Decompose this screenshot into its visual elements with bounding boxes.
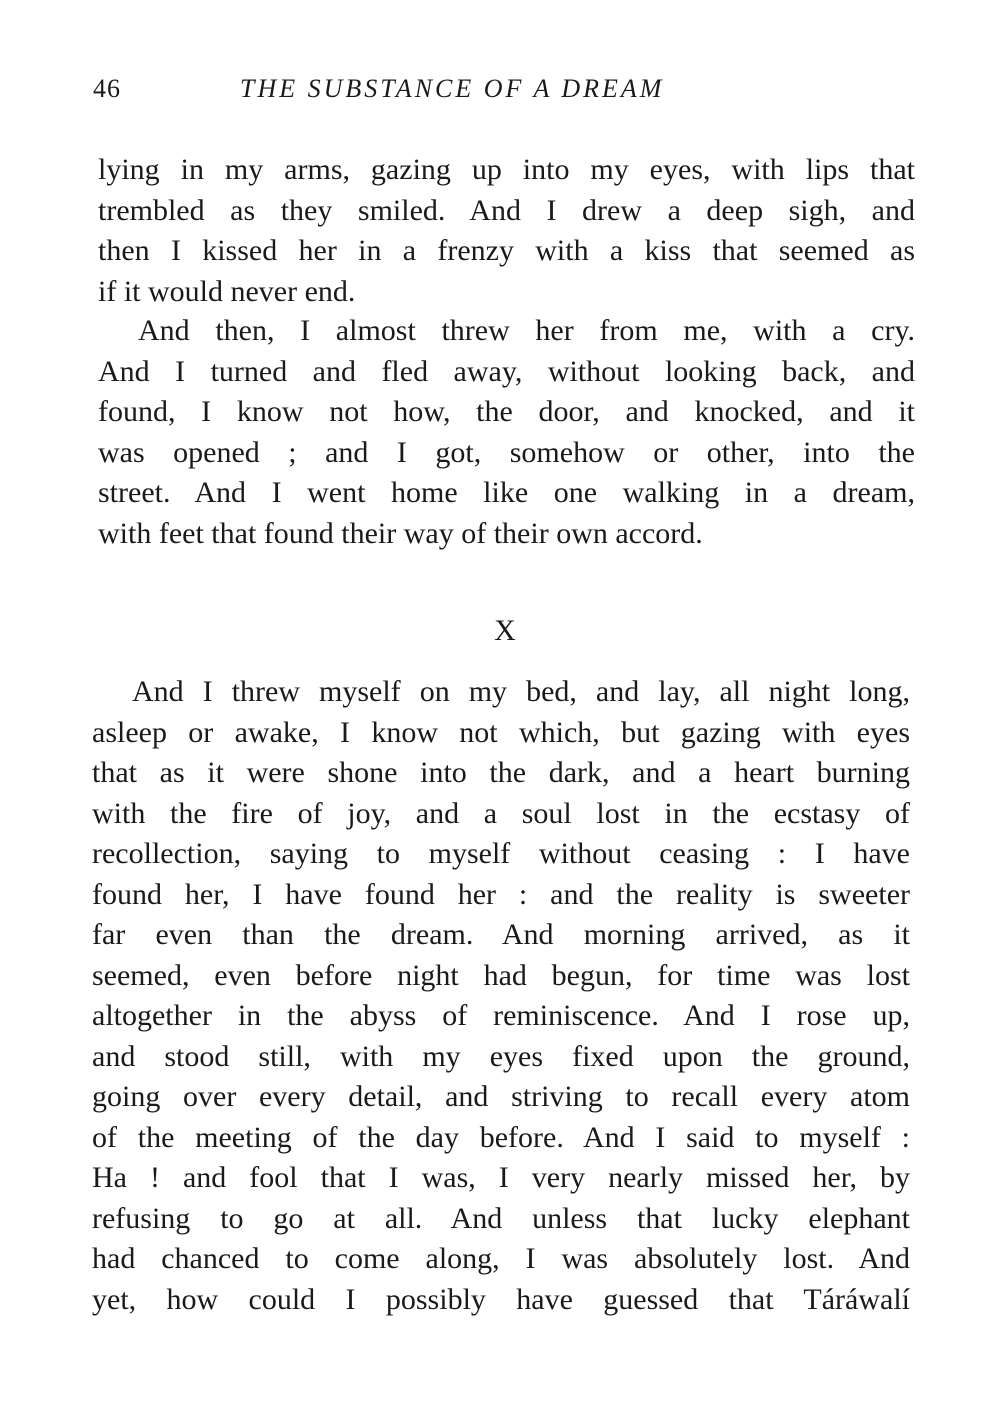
text-line: Ha ! and fool that I was, I very nearly missed her, by — [92, 1161, 910, 1194]
text-line: And then, I almost threw her from me, with a cry. — [138, 314, 915, 347]
text-line: had chanced to come along, I was absolutely lost. And — [92, 1242, 910, 1275]
text-line: going over every detail, and striving to recall every atom — [92, 1080, 910, 1113]
running-title: THE SUBSTANCE OF A DREAM — [240, 74, 665, 103]
text-line: that as it were shone into the dark, and a heart burning — [92, 756, 910, 789]
text-line: altogether in the abyss of reminiscence. And I rose up, — [92, 999, 910, 1032]
text-line: and stood still, with my eyes fixed upon the ground, — [92, 1039, 910, 1073]
text-line: yet, how could I possibly have guessed that Táráwalí — [92, 1282, 910, 1316]
text-line: was opened ; and I got, somehow or other, into the — [98, 435, 915, 469]
text-line: with the fire of joy, and a soul lost in the ecstasy of — [92, 796, 910, 830]
paragraph-1 — [98, 150, 915, 312]
paragraph-2 — [98, 311, 915, 554]
section-heading: X — [494, 614, 516, 647]
text-line: recollection, saying to myself without ceasing : I have — [92, 837, 910, 870]
page-number: 46 — [93, 74, 121, 103]
text-line: trembled as they smiled. And I drew a deep sigh, and — [98, 193, 915, 227]
text-line: street. And I went home like one walking in a dream, — [98, 476, 915, 509]
text-line: with feet that found their way of their own accord. — [98, 516, 703, 550]
paragraph-3 — [92, 672, 910, 1320]
text-line: And I turned and fled away, without looking back, and — [98, 354, 915, 388]
page-header — [0, 74, 1000, 114]
text-line: seemed, even before night had begun, for time was lost — [92, 958, 910, 992]
text-line: then I kissed her in a frenzy with a kiss that seemed as — [98, 234, 915, 267]
text-line: found, I know not how, the door, and knocked, and it — [98, 395, 915, 428]
text-line: found her, I have found her : and the reality is sweeter — [92, 877, 910, 911]
text-line: far even than the dream. And morning arrived, as it — [92, 918, 910, 951]
text-line: refusing to go at all. And unless that lucky elephant — [92, 1201, 910, 1235]
text-line: asleep or awake, I know not which, but gazing with eyes — [92, 715, 910, 749]
text-line: if it would never end. — [98, 274, 356, 308]
text-line: And I threw myself on my bed, and lay, all night long, — [132, 675, 910, 708]
text-line: lying in my arms, gazing up into my eyes, with lips that — [98, 153, 915, 186]
text-line: of the meeting of the day before. And I said to myself : — [92, 1120, 910, 1154]
